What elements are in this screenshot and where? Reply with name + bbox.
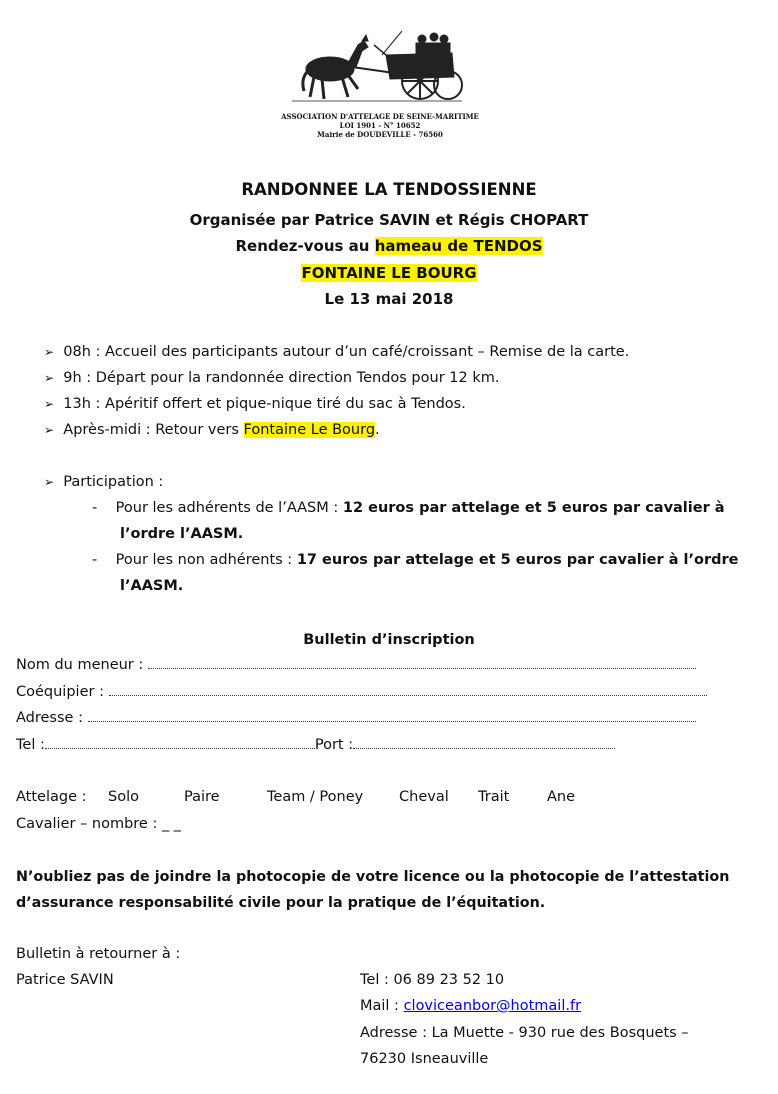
schedule-item: ➢ 9h : Départ pour la randonnée direction Tendos pour 12 km. xyxy=(44,370,500,386)
notice-line-1: N’oubliez pas de joindre la photocopie de votre licence ou la photocopie de l’attestation xyxy=(16,869,730,885)
tel-blank[interactable] xyxy=(45,738,315,749)
attelage-label: Attelage : xyxy=(16,789,87,805)
logo-line-2: LOI 1901 - N° 10652 xyxy=(339,121,421,130)
logo-line-1: ASSOCIATION D'ATTELAGE DE SEINE-MARITIME xyxy=(281,112,479,121)
attelage-option-solo[interactable]: Solo xyxy=(108,789,139,805)
event-title: RANDONNEE LA TENDOSSIENNE xyxy=(241,180,537,199)
return-tel: Tel : 06 89 23 52 10 xyxy=(360,972,505,988)
meeting-place: hameau de TENDOS xyxy=(374,237,543,255)
arrow-bullet-icon: ➢ xyxy=(44,397,55,411)
return-address-2: 76230 Isneauville xyxy=(360,1051,489,1067)
arrow-bullet-icon: ➢ xyxy=(44,423,55,437)
attelage-option-cheval[interactable]: Cheval xyxy=(399,789,449,805)
participation-label: ➢ Participation : xyxy=(44,474,164,490)
attelage-option-paire[interactable]: Paire xyxy=(184,789,220,805)
organizers: Organisée par Patrice SAVIN et Régis CHOPART xyxy=(189,211,589,229)
event-date: Le 13 mai 2018 xyxy=(324,290,454,308)
members-price-cont: l’ordre l’AASM. xyxy=(120,526,244,542)
email-link[interactable]: cloviceanbor@hotmail.fr xyxy=(403,998,582,1014)
schedule-item: ➢ 08h : Accueil des participants autour d’un café/croissant – Remise de la carte. xyxy=(44,344,630,360)
meneur-field[interactable]: Nom du meneur : xyxy=(16,657,696,673)
tel-field[interactable]: Tel : Port : xyxy=(16,737,615,753)
form-title: Bulletin d’inscription xyxy=(303,632,475,648)
arrow-bullet-icon: ➢ xyxy=(44,371,55,385)
attelage-option-team[interactable]: Team / Poney xyxy=(267,789,364,805)
members-price: - Pour les adhérents de l’AASM : 12 euros par attelage et 5 euros par cavalier à xyxy=(92,500,725,516)
notice-line-2: d’assurance responsabilité civile pour la pratique de l’équitation. xyxy=(16,895,546,911)
meneur-blank[interactable] xyxy=(148,658,696,669)
meeting-point xyxy=(0,237,778,255)
arrow-bullet-icon: ➢ xyxy=(44,345,55,359)
return-label: Bulletin à retourner à : xyxy=(16,946,181,962)
meeting-prefix: Rendez-vous au xyxy=(235,237,375,255)
coequipier-field[interactable]: Coéquipier : xyxy=(16,684,707,700)
schedule-item: ➢ 13h : Apéritif offert et pique-nique tiré du sac à Tendos. xyxy=(44,396,466,412)
nonmembers-price-cont: l’AASM. xyxy=(120,578,184,594)
town xyxy=(0,264,778,282)
adresse-blank[interactable] xyxy=(88,711,696,722)
coequipier-blank[interactable] xyxy=(109,685,707,696)
association-logo xyxy=(282,25,472,107)
cavalier-count[interactable]: Cavalier – nombre : _ _ xyxy=(16,816,182,832)
town-name: FONTAINE LE BOURG xyxy=(301,264,477,282)
attelage-option-trait[interactable]: Trait xyxy=(478,789,510,805)
schedule-item: ➢ Après-midi : Retour vers Fontaine Le Bourg. xyxy=(44,422,380,438)
adresse-field[interactable]: Adresse : xyxy=(16,710,696,726)
return-name: Patrice SAVIN xyxy=(16,972,114,988)
port-blank[interactable] xyxy=(353,738,615,749)
arrow-bullet-icon: ➢ xyxy=(44,475,55,489)
logo-line-3: Mairie de DOUDEVILLE - 76560 xyxy=(317,130,443,139)
return-address-1: Adresse : La Muette - 930 rue des Bosquets – xyxy=(360,1025,689,1041)
nonmembers-price: - Pour les non adhérents : 17 euros par attelage et 5 euros par cavalier à l’ordre xyxy=(92,552,739,568)
attelage-option-ane[interactable]: Ane xyxy=(547,789,576,805)
return-mail: Mail : cloviceanbor@hotmail.fr xyxy=(360,998,582,1014)
